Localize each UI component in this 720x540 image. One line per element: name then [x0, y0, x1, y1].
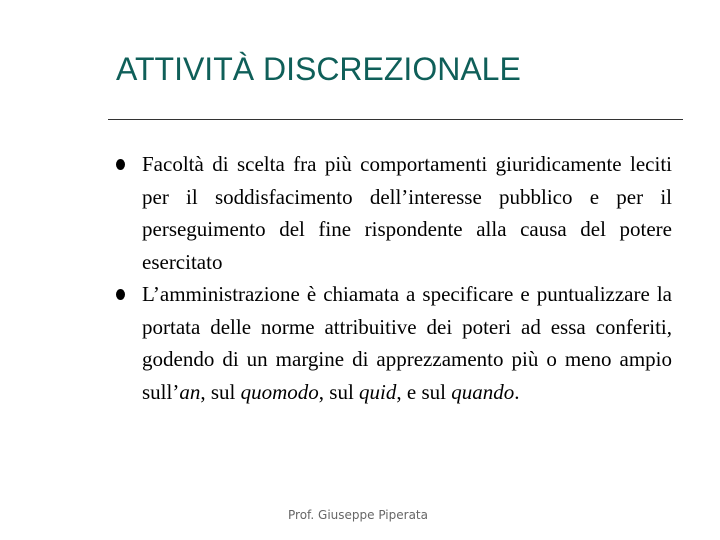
bullet-text: Facoltà di scelta fra più comportamenti giuridicamente leciti per il soddisfacimento dell’interesse pubblico e per il perseguimento del fine rispondente alla causa del potere esercitato: [142, 152, 672, 274]
footer-author: Prof. Giuseppe Piperata: [288, 508, 428, 522]
bullet-item-2: [116, 278, 672, 408]
text-segment: .: [514, 379, 520, 404]
slide-title: ATTIVITÀ DISCREZIONALE: [116, 51, 521, 87]
italic-term-quando: quando: [451, 379, 515, 404]
bullet-text: [142, 282, 672, 404]
italic-term-quomodo: quomodo: [240, 379, 319, 404]
text-segment: L’amministrazione è chiamata a specificare e puntualizzare la portata delle norme attribuitive dei poteri ad essa conferiti, godendo di un margine di apprezzamento più o meno ampio sull’: [142, 282, 672, 404]
text-segment: , sul: [318, 379, 360, 404]
italic-term-an: an: [179, 379, 201, 404]
bullet-item-1: [116, 148, 672, 278]
text-segment: , e sul: [396, 379, 452, 404]
text-segment: , sul: [200, 379, 241, 404]
title-divider: [108, 119, 683, 120]
bullet-list: [116, 148, 672, 408]
italic-term-quid: quid: [359, 379, 397, 404]
